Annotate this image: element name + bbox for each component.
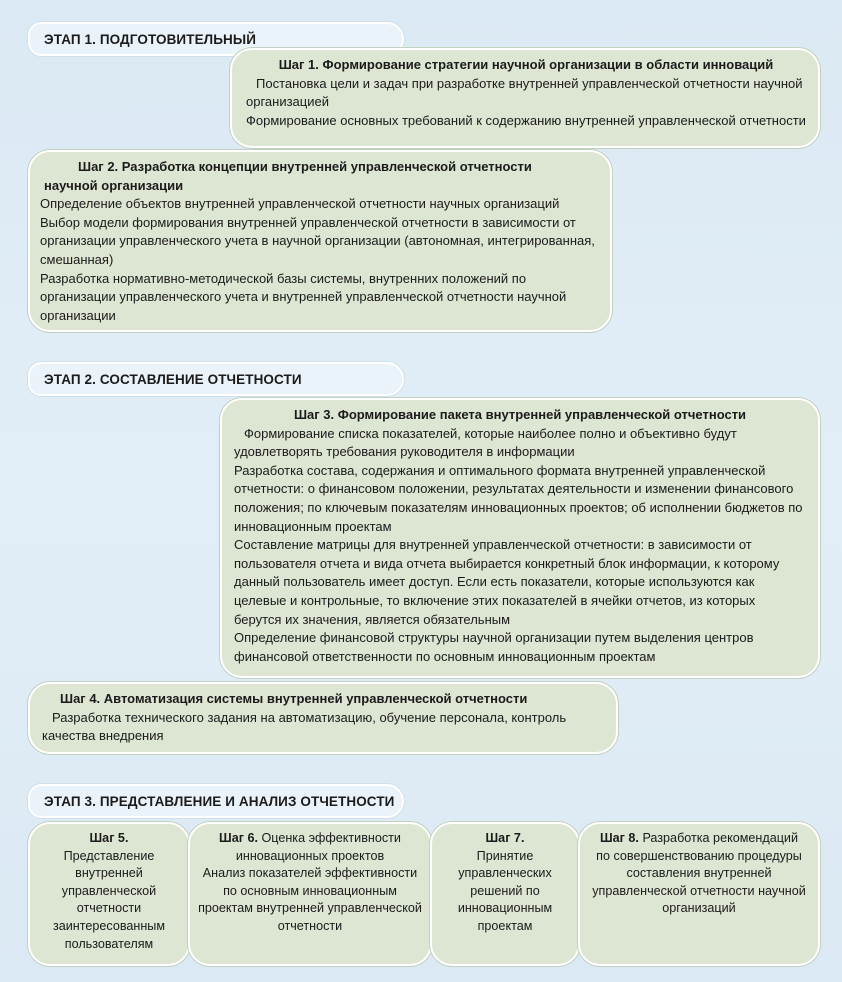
step-1-item-2: Формирование основных требований к содержанию внутренней управленческой отчетности xyxy=(246,112,806,128)
step-3-box xyxy=(220,398,820,678)
step-3-item-4: Определение финансовой структуры научной организации путем выделения центров финансовой ответственности по основным инновационным проектам xyxy=(234,630,754,664)
step-3-item-1: Формирование списка показателей, которые наиболее полно и объективно будут удовлетворять требования руководителя в информации xyxy=(234,425,737,460)
stage-2-label: ЭТАП 2. СОСТАВЛЕНИЕ ОТЧЕТНОСТИ xyxy=(44,371,302,387)
step-4-box xyxy=(28,682,618,754)
step-2-title-line-1: Шаг 2. Разработка концепции внутренней управленческой отчетности xyxy=(78,159,532,174)
stage-2-header xyxy=(28,362,404,396)
step-7-title: Шаг 7. xyxy=(485,831,525,845)
step-5-text: Представление внутренней управленческой отчетности заинтересованным пользователям xyxy=(52,848,166,951)
step-2-item-2: Выбор модели формирования внутренней управленческой отчетности в зависимости от организации управленческого учета в научной организации (автономная, интегрированная, смешанная) xyxy=(40,214,595,267)
stage-3-label: ЭТАП 3. ПРЕДСТАВЛЕНИЕ И АНАЛИЗ ОТЧЕТНОСТИ xyxy=(44,793,395,809)
step-7-text: Принятие управленческих решений по инновационным проектам xyxy=(457,848,553,933)
step-2-item-1: Определение объектов внутренней управленческой отчетности научных организаций xyxy=(40,196,560,212)
step-4-item-1: Разработка технического задания на автоматизацию, обучение персонала, контроль качества внедрения xyxy=(42,709,567,744)
step-3-item-2: Разработка состава, содержания и оптимального формата внутренней управленческой отчетности: о финансовом положении, результатах деятельности и изменении финансового положения; по ключевым показателям инновационных проектов; об исполнении бюджетов по инновационным проектам xyxy=(234,462,803,534)
step-6-title: Шаг 6. xyxy=(219,831,258,845)
step-3-item-3: Составление матрицы для внутренней управленческой отчетности: в зависимости от пользователя отчета и вида отчета выбирается конкретный блок информации, к которому данный пользователь имеет доступ. Если есть показатели, которые используются как целевые и контрольные, то включение этих показателей в ячейки отчетов, из которых берутся их значения, является обязательным xyxy=(234,537,780,627)
step-8-box xyxy=(578,822,820,966)
step-2-box xyxy=(28,150,612,332)
step-8-title-rest: Разработка рекомендаций по совершенствованию процедуры составления внутренней управленческой отчетности научной организаций xyxy=(592,831,806,916)
stage-1-label: ЭТАП 1. ПОДГОТОВИТЕЛЬНЫЙ xyxy=(44,31,257,47)
step-6-title-rest: Оценка эффективности инновационных проектов xyxy=(235,831,401,863)
stage-3-header xyxy=(28,784,404,818)
step-6-text: Анализ показателей эффективности по основным инновационным проектам внутренней управленческой отчетности xyxy=(198,866,422,933)
step-3-title: Шаг 3. Формирование пакета внутренней управленческой отчетности xyxy=(293,407,747,422)
step-8-title: Шаг 8. xyxy=(600,831,639,845)
step-5-box xyxy=(28,822,190,966)
step-6-box xyxy=(188,822,432,966)
step-7-box xyxy=(430,822,580,966)
step-2-item-3: Разработка нормативно-методической базы системы, внутренних положений по организации управленческого учета и внутренней управленческой отчетности научной организации xyxy=(40,270,567,323)
step-4-title: Шаг 4. Автоматизация системы внутренней управленческой отчетности xyxy=(60,691,528,706)
step-1-title: Шаг 1. Формирование стратегии научной организации в области инноваций xyxy=(278,57,774,72)
step-1-item-1: Постановка цели и задач при разработке внутренней управленческой отчетности научной организацией xyxy=(246,75,803,110)
step-1-box xyxy=(230,48,820,148)
step-2-title-line-2: научной организации xyxy=(44,177,184,193)
step-5-title: Шаг 5. xyxy=(89,831,129,845)
